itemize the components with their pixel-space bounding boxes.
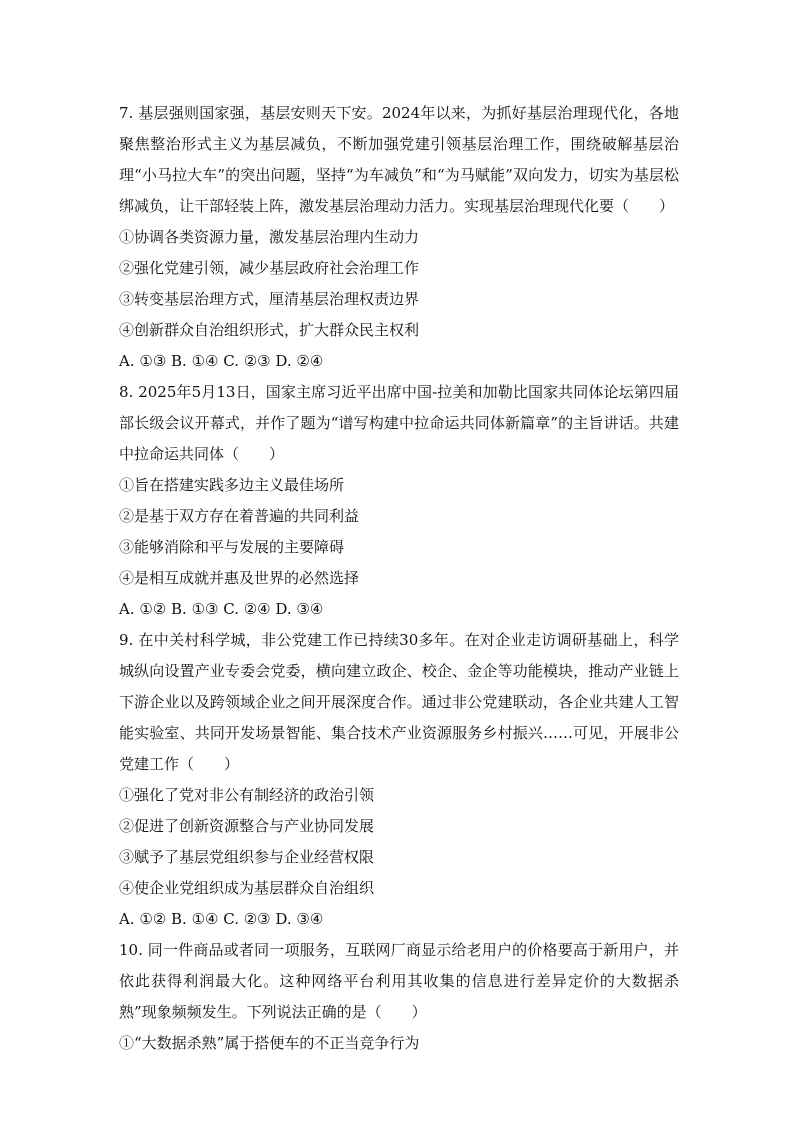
option-3: ③转变基层治理方式，厘清基层治理权责边界 (119, 290, 420, 308)
option-4: ④使企业党组织成为基层群众自治组织 (119, 879, 375, 897)
question-9 (119, 625, 679, 935)
option-3: ③赋予了基层党组织参与企业经营权限 (119, 848, 375, 866)
question-stem: 9. 在中关村科学城，非公党建工作已持续30多年。在对企业走访调研基础上，科学城纵向设置产业专委会党委，横向建立政企、校企、金企等功能模块，推动产业链上下游企业以及跨领域企业之间开展深度合作。通过非公党建联动，各企业共建人工智能实验室、共同开发场景智能、集合技术产业资源服务乡村振兴……可见，开展非公党建工作（ ） (119, 631, 679, 773)
option-1: ①强化了党对非公有制经济的政治引领 (119, 786, 375, 804)
question-stem: 7. 基层强则国家强，基层安则天下安。2024年以来，为抓好基层治理现代化，各地聚焦整治形式主义为基层减负，不断加强党建引领基层治理工作，围绕破解基层治理“小马拉大车”的突出问题，坚持“为车减负”和“为马赋能”双向发力，切实为基层松绑减负，让干部轻装上阵，激发基层治理动力活力。实现基层治理现代化要（ ） (119, 104, 679, 215)
option-2: ②促进了创新资源整合与产业协同发展 (119, 817, 375, 835)
option-1: ①“大数据杀熟”属于搭便车的不正当竞争行为 (119, 1034, 420, 1052)
page-content (119, 98, 679, 1059)
option-4: ④是相互成就并惠及世界的必然选择 (119, 569, 360, 587)
option-2: ②是基于双方存在着普遍的共同利益 (119, 507, 360, 525)
option-4: ④创新群众自治组织形式，扩大群众民主权利 (119, 321, 420, 339)
question-stem: 10. 同一件商品或者同一项服务，互联网厂商显示给老用户的价格要高于新用户，并依此获得利润最大化。这种网络平台利用其收集的信息进行差异定价的大数据杀熟”现象频频发生。下列说法正确的是（ ） (119, 941, 679, 1021)
option-3: ③能够消除和平与发展的主要障碍 (119, 538, 345, 556)
question-7 (119, 98, 679, 377)
option-2: ②强化党建引领，减少基层政府社会治理工作 (119, 259, 420, 277)
question-stem: 8. 2025年5月13日，国家主席习近平出席中国-拉美和加勒比国家共同体论坛第四届部长级会议开幕式，并作了题为“谱写构建中拉命运共同体新篇章”的主旨讲话。共建中拉命运共同体（ ） (119, 383, 679, 463)
question-10 (119, 935, 679, 1059)
answer-choices: A. ①③ B. ①④ C. ②③ D. ②④ (119, 352, 324, 370)
option-1: ①协调各类资源力量，激发基层治理内生动力 (119, 228, 420, 246)
answer-choices: A. ①② B. ①④ C. ②③ D. ③④ (119, 910, 324, 928)
question-8 (119, 377, 679, 625)
answer-choices: A. ①② B. ①③ C. ②④ D. ③④ (119, 600, 324, 618)
option-1: ①旨在搭建实践多边主义最佳场所 (119, 476, 345, 494)
